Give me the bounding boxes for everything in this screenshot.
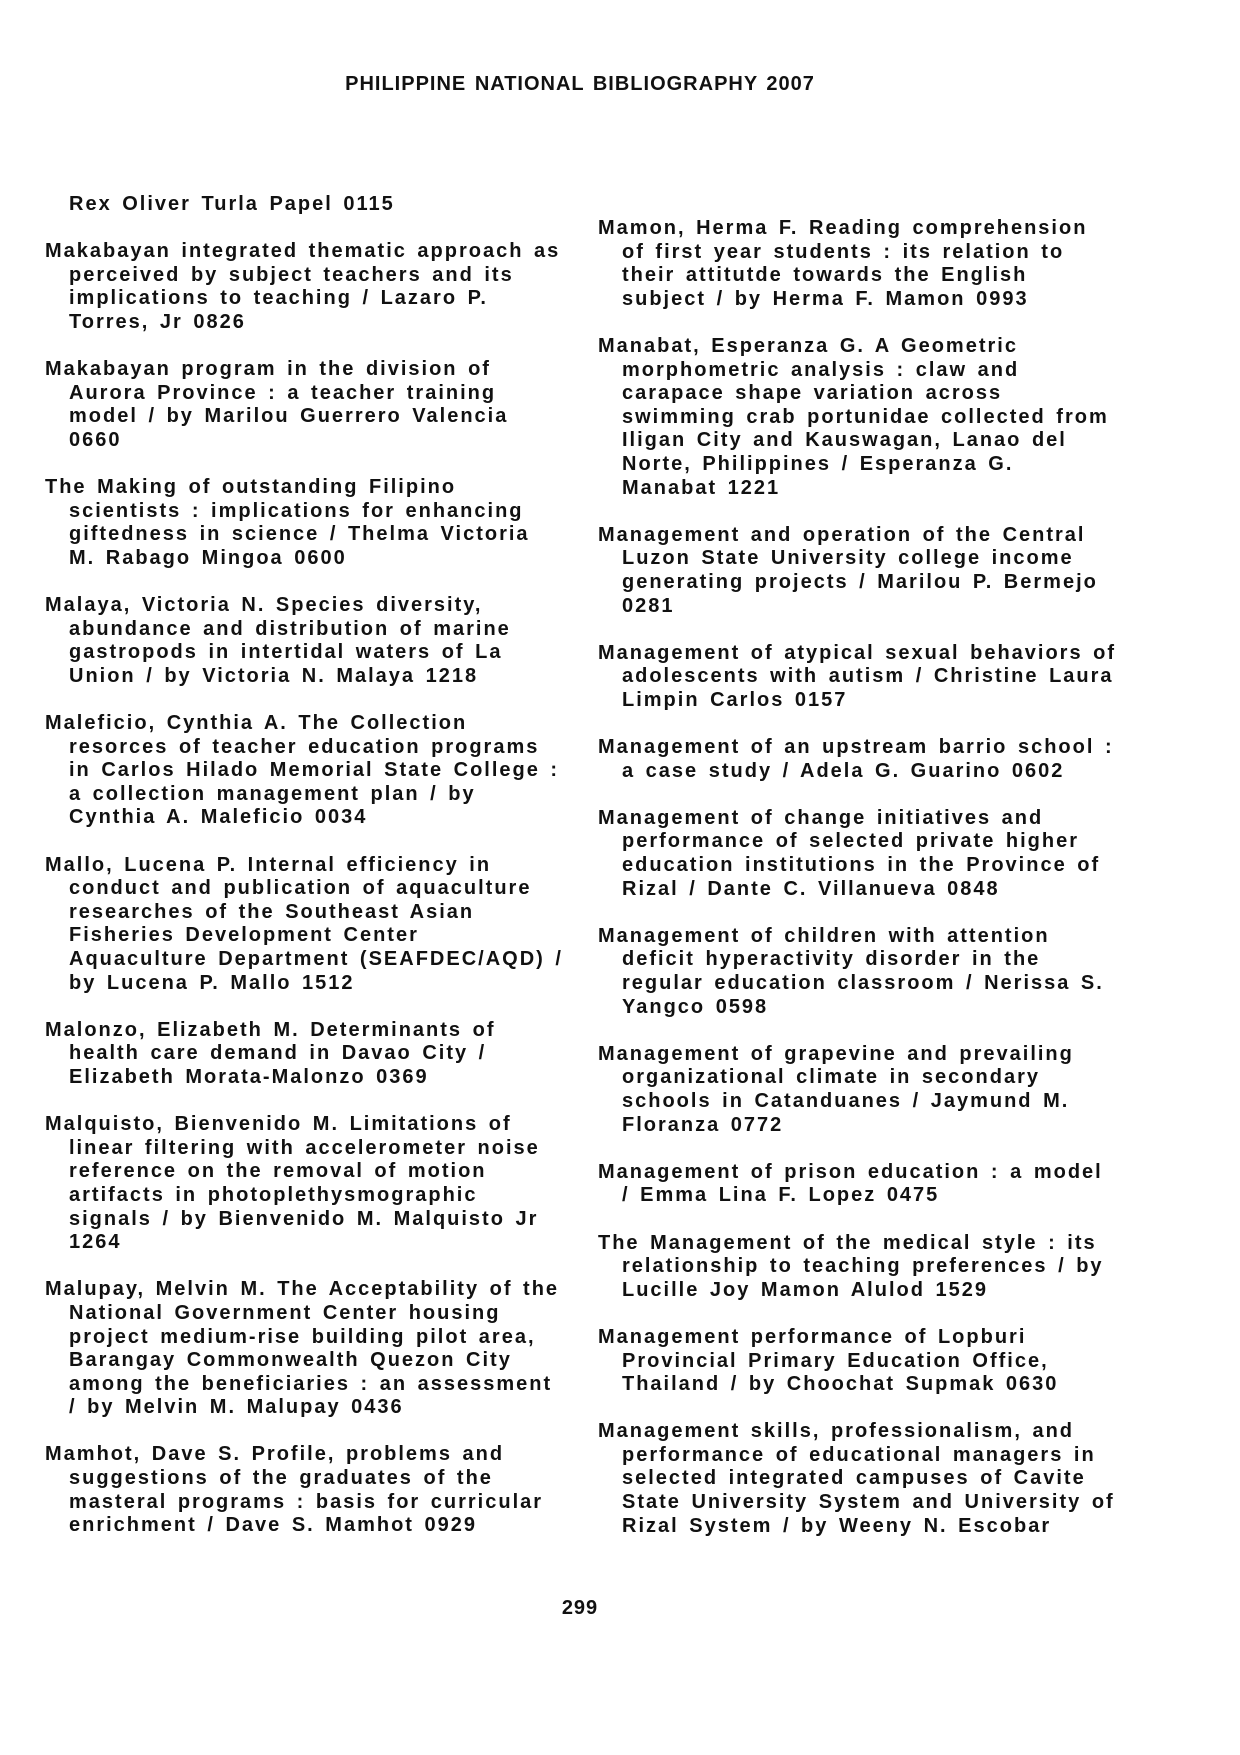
page-number: 299 [561, 1597, 599, 1619]
bibliography-entry: Mallo, Lucena P. Internal efficiency in conduct and publication of aquaculture researches of the Southeast Asian Fisheries Development Center Aquaculture Department (SEAFDEC/AQD) / by Lucena P. Mallo 1512 [45, 853, 563, 994]
bibliography-entry: Mamon, Herma F. Reading comprehension of first year students : its relation to their attitutde towards the English subject / by Herma F. Mamon 0993 [598, 217, 1088, 310]
bibliography-entry: Malquisto, Bienvenido M. Limitations of linear filtering with accelerometer noise reference on the removal of motion artifacts in photoplethysmographic signals / by Bienvenido M. Malquisto Jr 1264 [45, 1113, 540, 1254]
bibliography-entry: The Making of outstanding Filipino scientists : implications for enhancing giftedness in science / Thelma Victoria M. Rabago Mingoa 0600 [45, 476, 530, 569]
bibliography-entry: Management skills, professionalism, and performance of educational managers in selected integrated campuses of Cavite State University System and University of Rizal System / by Weeny N. Escobar [598, 1420, 1115, 1537]
bibliography-entry: Management of children with attention deficit hyperactivity disorder in the regular education classroom / Nerissa S. Yangco 0598 [598, 924, 1104, 1018]
left-column [45, 193, 565, 1561]
bibliography-entry: Makabayan program in the division of Aurora Province : a teacher training model / by Marilou Guerrero Valencia 0660 [45, 358, 509, 451]
bibliography-entry: Management of prison education : a model / Emma Lina F. Lopez 0475 [598, 1160, 1103, 1207]
bibliography-entry: Maleficio, Cynthia A. The Collection resorces of teacher education programs in Carlos Hilado Memorial State College : a collection management plan / by Cynthia A. Maleficio 0034 [45, 712, 560, 829]
bibliography-entry: Management of change initiatives and performance of selected private higher education institutions in the Province of Rizal / Dante C. Villanueva 0848 [598, 806, 1101, 900]
bibliography-entry: Management of grapevine and prevailing organizational climate in secondary schools in Catanduanes / Jaymund M. Floranza 0772 [598, 1042, 1074, 1136]
bibliography-entry: Mamhot, Dave S. Profile, problems and suggestions of the graduates of the masteral programs : basis for curricular enrichment / Dave S. Mamhot 0929 [45, 1443, 544, 1537]
bibliography-entry: The Management of the medical style : its relationship to teaching preferences / by Lucille Joy Mamon Alulod 1529 [598, 1231, 1104, 1301]
bibliography-entry: Makabayan integrated thematic approach as perceived by subject teachers and its implications to teaching / Lazaro P. Torres, Jr 0826 [45, 240, 561, 333]
bibliography-entry: Manabat, Esperanza G. A Geometric morphometric analysis : claw and carapace shape variation across swimming crab portunidae collected from Iligan City and Kauswagan, Lanao del Norte, Philippines / Esperanza G. Manabat 1221 [598, 334, 1109, 499]
bibliography-entry: Management of atypical sexual behaviors of adolescents with autism / Christine Laura Limpin Carlos 0157 [598, 641, 1117, 711]
bibliography-entry: Management and operation of the Central Luzon State University college income generating projects / Marilou P. Bermejo 0281 [598, 523, 1098, 617]
bibliography-entry: Management of an upstream barrio school : a case study / Adela G. Guarino 0602 [598, 736, 1114, 782]
bibliography-entry: Malonzo, Elizabeth M. Determinants of health care demand in Davao City / Elizabeth Morata-Malonzo 0369 [45, 1018, 496, 1088]
right-column [598, 217, 1118, 1562]
bibliography-entry: Malupay, Melvin M. The Acceptability of the National Government Center housing project medium-rise building pilot area, Barangay Commonwealth Quezon City among the beneficiaries : an assessment / by Melvin M. Malupay 0436 [45, 1278, 560, 1419]
page-header: PHILIPPINE NATIONAL BIBLIOGRAPHY 2007 [345, 73, 815, 95]
bibliography-entry: Rex Oliver Turla Papel 0115 [69, 193, 395, 215]
bibliography-entry: Management performance of Lopburi Provincial Primary Education Office, Thailand / by Choochat Supmak 0630 [598, 1325, 1059, 1396]
bibliography-entry: Malaya, Victoria N. Species diversity, abundance and distribution of marine gastropods in intertidal waters of La Union / by Victoria N. Malaya 1218 [45, 594, 511, 687]
